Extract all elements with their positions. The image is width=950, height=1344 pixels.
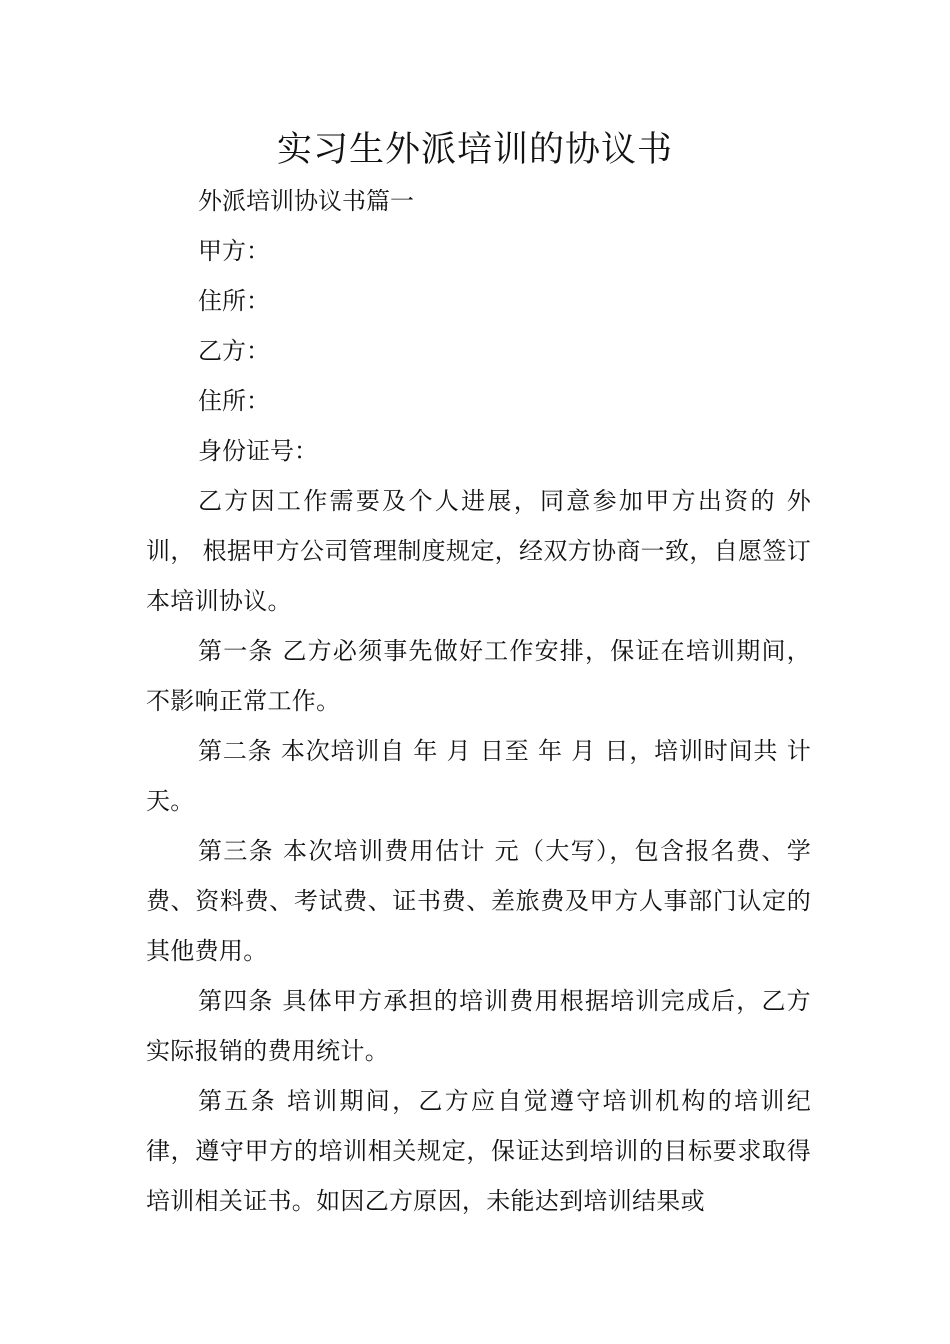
document-title: 实习生外派培训的协议书 (276, 130, 673, 170)
article-2: 第二条 本次培训自 年 月 日至 年 月 日，培训时间共 计 天。 (146, 737, 811, 815)
party-b-address-label: 住所： (198, 387, 270, 415)
party-b-label: 乙方： (198, 337, 270, 365)
document-body (146, 176, 811, 1226)
id-number-label: 身份证号： (198, 437, 318, 465)
article-5: 第五条 培训期间，乙方应自觉遵守培训机构的培训纪律，遵守甲方的培训相关规定，保证达到培训的目标要求取得培训相关证书。如因乙方原因，未能达到培训结果或 (146, 1087, 811, 1215)
section-heading: 外派培训协议书篇一 (198, 187, 414, 215)
party-a-address-label: 住所： (198, 287, 270, 315)
article-4: 第四条 具体甲方承担的培训费用根据培训完成后，乙方实际报销的费用统计。 (146, 987, 811, 1065)
article-1: 第一条 乙方必须事先做好工作安排，保证在培训期间，不影响正常工作。 (146, 637, 811, 715)
intro-paragraph: 乙方因工作需要及个人进展，同意参加甲方出资的 外训， 根据甲方公司管理制度规定，经双方协商一致，自愿签订本培训协议。 (146, 487, 811, 615)
article-3: 第三条 本次培训费用估计 元（大写），包含报名费、学费、资料费、考试费、证书费、差旅费及甲方人事部门认定的其他费用。 (146, 837, 811, 965)
party-a-label: 甲方： (198, 237, 270, 265)
